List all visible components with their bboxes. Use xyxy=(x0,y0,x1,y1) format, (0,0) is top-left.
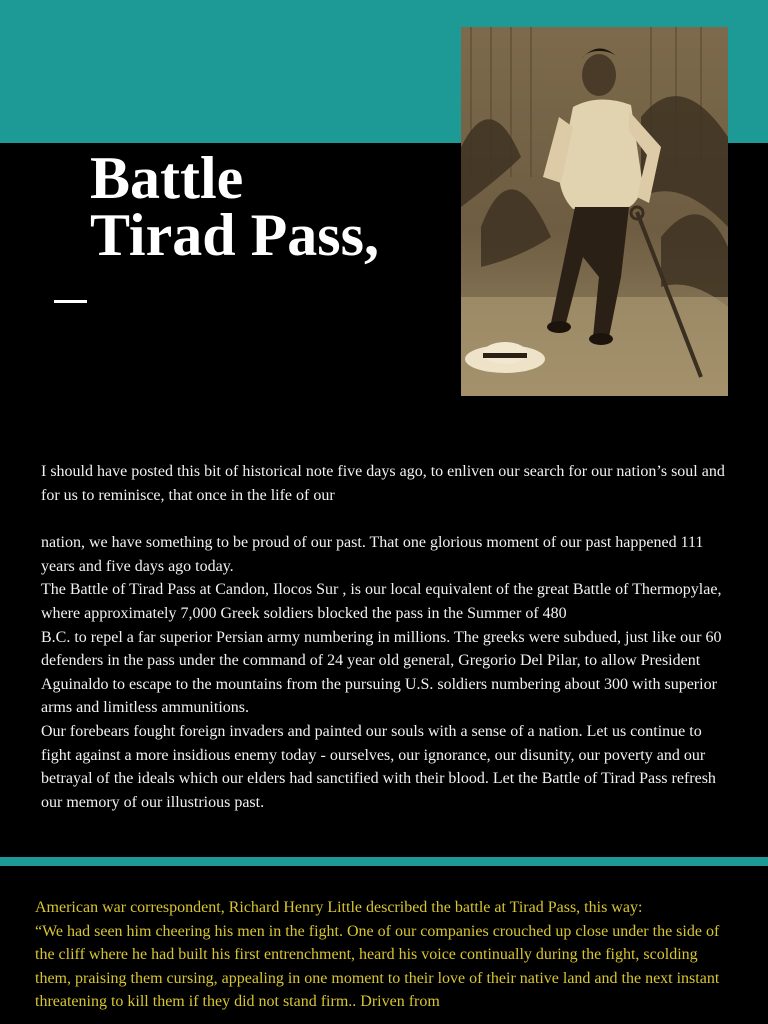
page-title xyxy=(90,145,450,268)
title-line-2: Tirad Pass, xyxy=(90,202,379,268)
historical-portrait-photo xyxy=(461,27,728,396)
body-paragraph-4: B.C. to repel a far superior Persian army numbering in millions. The greeks were subdued, just like our 60 defenders in the pass under the command of 24 year old general, Gregorio Del Pilar, to allow President Aguinaldo to escape to the mountains from the pursuing U.S. soldiers numbering about 300 with superior arms and limitless ammunitions. xyxy=(41,628,722,717)
article-body xyxy=(41,460,731,814)
teal-divider xyxy=(0,857,768,866)
body-paragraph-3: The Battle of Tirad Pass at Candon, Ilocos Sur , is our local equivalent of the great Battle of Thermopylae, where approximately 7,000 Greek soldiers blocked the pass in the Summer of 480 xyxy=(41,581,722,622)
body-paragraph-2: nation, we have something to be proud of our past. That one glorious moment of our past happened 111 years and five days ago today. xyxy=(41,534,704,575)
title-line-1: Battle xyxy=(90,145,244,211)
quote-intro: American war correspondent, Richard Henry Little described the battle at Tirad Pass, this way: xyxy=(35,899,643,916)
title-dash xyxy=(54,300,87,303)
quote-section xyxy=(35,896,735,1014)
body-paragraph-1: I should have posted this bit of historical note five days ago, to enliven our search for our nation’s soul and for us to reminisce, that once in the life of our xyxy=(41,463,725,504)
quote-body: “We had seen him cheering his men in the fight. One of our companies crouched up close under the side of the cliff where he had built his first entrenchment, heard his voice continually during the fight, scolding them, praising them cursing, appealing in one moment to their love of their native land and the next instant threatening to kill them if they did not stand firm.. Driven from xyxy=(35,922,720,1011)
paragraph-gap xyxy=(41,507,731,531)
body-paragraph-5: Our forebears fought foreign invaders and painted our souls with a sense of a nation. Let us continue to fight against a more insidious enemy today - ourselves, our ignorance, our disunity, our poverty and our betrayal of the ideals which our elders had sanctified with their blood. Let the Battle of Tirad Pass refresh our memory of our illustrious past. xyxy=(41,722,716,811)
